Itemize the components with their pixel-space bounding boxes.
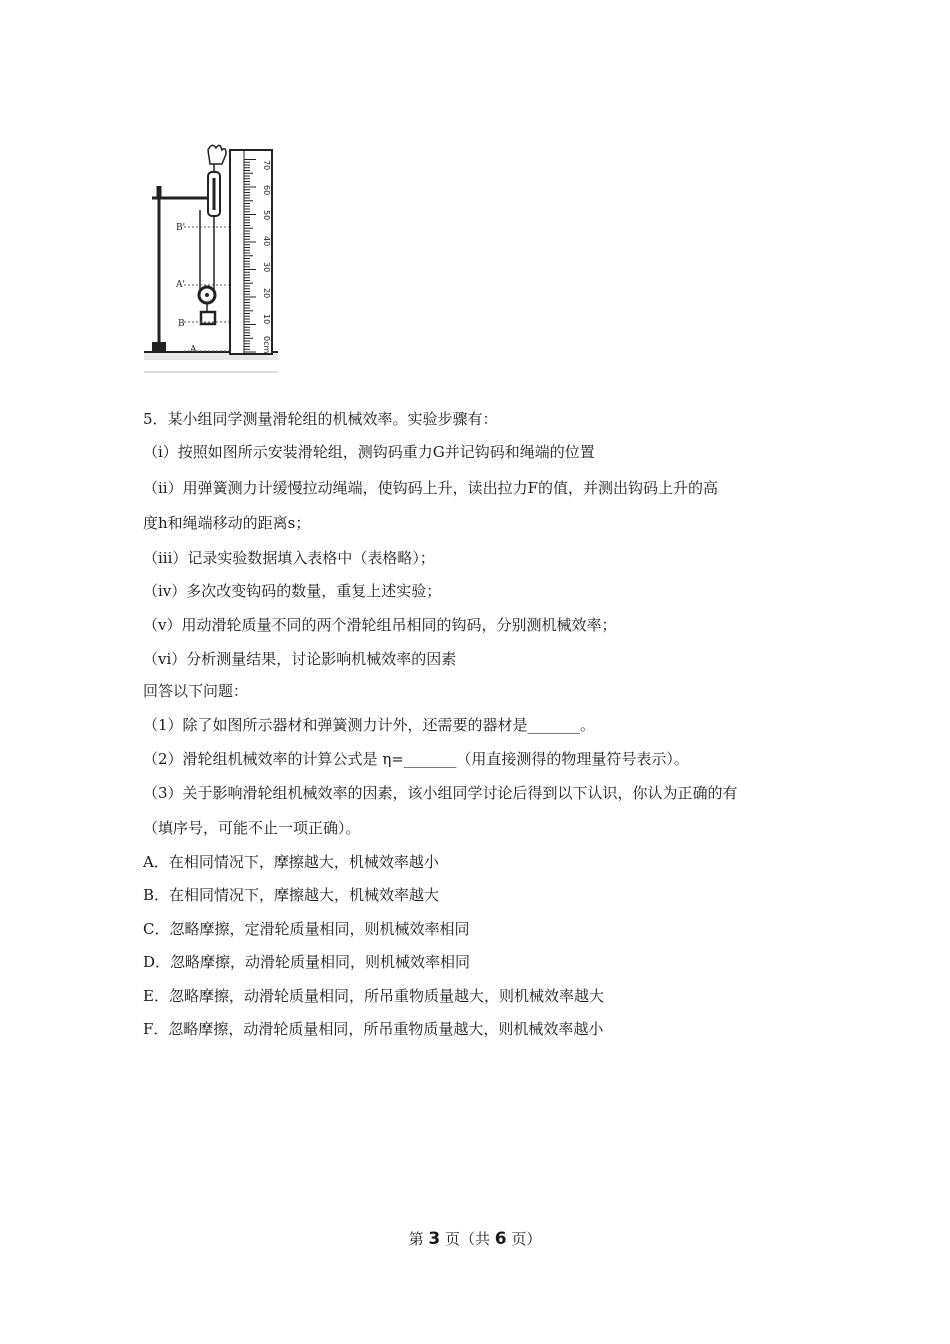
- ruler-tick-label: 40: [262, 236, 271, 247]
- label-a-prime: A': [176, 280, 185, 290]
- prompt-line: 回答以下问题：: [143, 682, 249, 700]
- ruler-tick-label: 60: [262, 185, 271, 196]
- ruler-tick-label: 20: [262, 288, 271, 299]
- ruler-tick-label: 0cm: [262, 336, 271, 354]
- ruler-tick-label: 50: [262, 210, 271, 221]
- subquestion-line: （1）除了如图所示器材和弹簧测力计外，还需要的器材是_______。: [143, 716, 596, 734]
- pulley-experiment-figure: [140, 140, 282, 376]
- step-line: （iii）记录实验数据填入表格中（表格略）；: [143, 549, 435, 567]
- footer-prefix: 第: [408, 1230, 429, 1248]
- ruler-tick-label: 30: [262, 262, 271, 273]
- page-footer: [0, 1228, 950, 1249]
- label-b: B: [178, 319, 185, 329]
- step-line: （iv）多次改变钩码的数量，重复上述实验；: [143, 582, 442, 600]
- option-line: E．忽略摩擦，动滑轮质量相同，所吊重物质量越大，则机械效率越大: [143, 987, 604, 1005]
- subquestion-line: （3）关于影响滑轮组机械效率的因素，该小组同学讨论后得到以下认识，你认为正确的有: [143, 784, 738, 802]
- step-line: 度h和绳端移动的距离s；: [143, 514, 311, 532]
- label-b-prime: B': [176, 223, 186, 233]
- footer-suffix: 页）: [506, 1230, 542, 1248]
- ruler-tick-label: 70: [262, 160, 271, 171]
- subquestion-line: （填序号，可能不止一项正确）。: [143, 819, 361, 837]
- step-line: （i）按照如图所示安装滑轮组，测钩码重力G并记钩码和绳端的位置: [143, 443, 595, 461]
- total-pages: 6: [494, 1229, 507, 1249]
- footer-middle: 页（共: [440, 1230, 495, 1248]
- hand-icon: [208, 145, 226, 164]
- option-line: F．忽略摩擦，动滑轮质量相同，所吊重物质量越大，则机械效率越小: [143, 1020, 604, 1038]
- ruler: [230, 150, 272, 354]
- ruler-tick-label: 10: [262, 314, 271, 325]
- step-line: （ii）用弹簧测力计缓慢拉动绳端，使钩码上升，读出拉力F的值，并测出钩码上升的高: [143, 479, 719, 497]
- step-line: （vi）分析测量结果，讨论影响机械效率的因素: [143, 650, 457, 668]
- subquestion-line: （2）滑轮组机械效率的计算公式是 η=_______（用直接测得的物理量符号表示）。: [143, 750, 689, 768]
- option-line: B．在相同情况下，摩擦越大，机械效率越大: [143, 886, 440, 904]
- question-title: 5．某小组同学测量滑轮组的机械效率。实验步骤有：: [143, 410, 498, 428]
- option-line: C．忽略摩擦，定滑轮质量相同，则机械效率相同: [143, 920, 470, 938]
- step-line: （v）用动滑轮质量不同的两个滑轮组吊相同的钩码，分别测机械效率；: [143, 616, 617, 634]
- option-line: D．忽略摩擦，动滑轮质量相同，则机械效率相同: [143, 953, 471, 971]
- option-line: A．在相同情况下，摩擦越大，机械效率越小: [143, 853, 439, 871]
- page-number: 3: [428, 1229, 441, 1249]
- label-a: A: [190, 345, 197, 355]
